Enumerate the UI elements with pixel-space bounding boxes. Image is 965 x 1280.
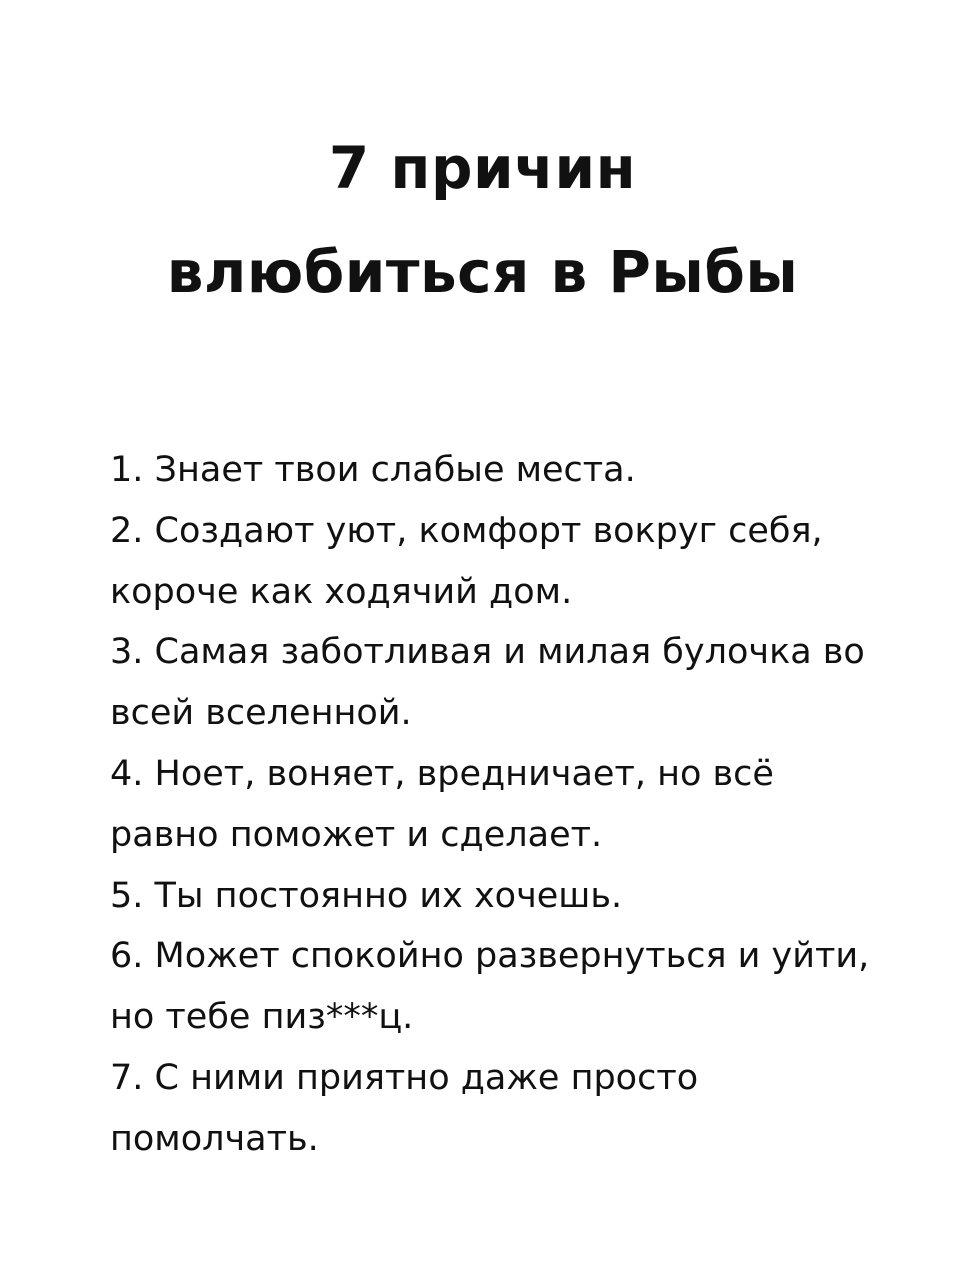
list-item xyxy=(110,440,870,501)
title-line-2: влюбиться в Рыбы xyxy=(166,238,799,306)
item-text: Ты постоянно их хочешь. xyxy=(154,875,623,916)
item-text: Ноет, воняет, вредничает, но всё равно поможет и сделает. xyxy=(110,753,774,855)
list-item xyxy=(110,744,870,866)
item-number: 6. xyxy=(110,936,144,977)
list-item xyxy=(110,501,870,623)
list-item xyxy=(110,866,870,927)
item-text: Может спокойно развернуться и уйти, но тебе пиз***ц. xyxy=(110,936,870,1038)
list-item xyxy=(110,622,870,744)
item-number: 4. xyxy=(110,753,144,794)
item-text: Знает твои слабые места. xyxy=(154,450,636,490)
item-number: 5. xyxy=(110,875,144,916)
item-text: С ними приятно даже просто помолчать. xyxy=(110,1057,699,1159)
item-number: 1. xyxy=(110,450,144,490)
item-number: 3. xyxy=(110,632,144,673)
list-item xyxy=(110,1048,870,1170)
page-title xyxy=(0,116,965,324)
item-number: 2. xyxy=(110,510,144,551)
item-text: Создают уют, комфорт вокруг себя, короче как ходячий дом. xyxy=(110,510,823,612)
item-text: Самая заботливая и милая булочка во всей вселенной. xyxy=(110,632,865,734)
list-item xyxy=(110,926,870,1048)
title-line-1: 7 причин xyxy=(328,134,637,202)
item-number: 7. xyxy=(110,1057,144,1098)
reasons-list xyxy=(110,440,870,1170)
